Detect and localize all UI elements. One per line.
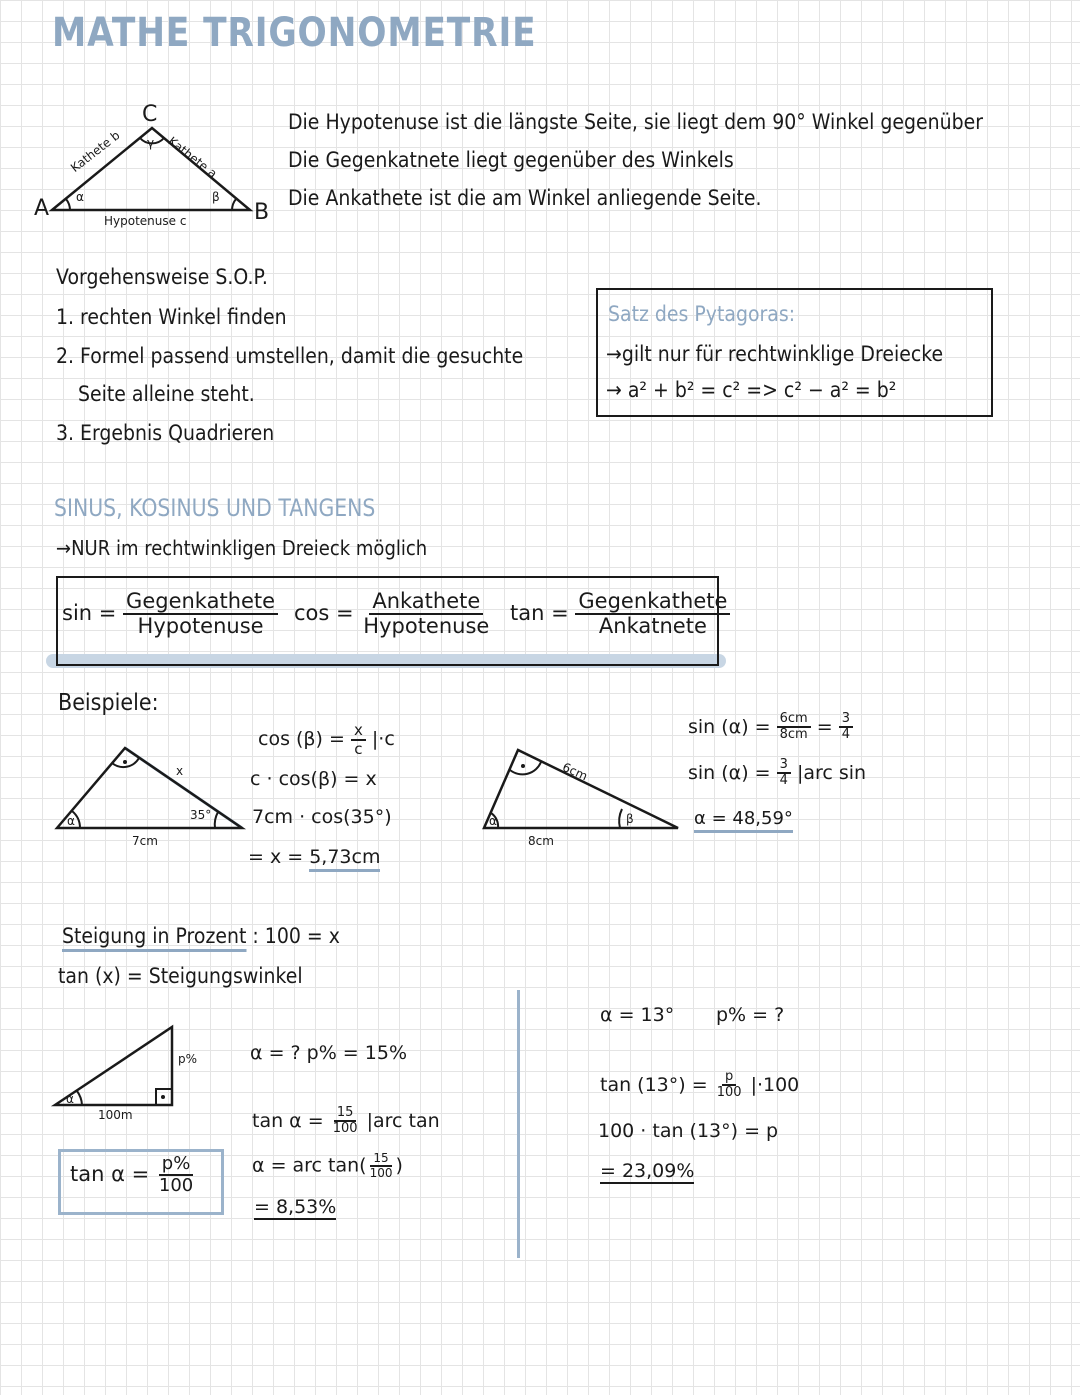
procedure-step-3: 3. Ergebnis Quadrieren	[56, 421, 275, 445]
steigung-right-line-3	[600, 1160, 694, 1182]
cos-label: cos =	[294, 601, 354, 626]
steigung-triangle-p: p%	[178, 1052, 198, 1066]
vertex-c-label: C	[142, 102, 158, 127]
steigung-formula: : 100 = x	[252, 924, 340, 948]
steigung-left-l2-num: 15	[370, 1152, 391, 1167]
steigung-right-l1-den: 100	[716, 1085, 742, 1101]
example-2-result: α = 48,59°	[694, 808, 793, 833]
vertex-b-label: B	[254, 200, 270, 225]
steigung-right-result: = 23,09%	[600, 1160, 695, 1182]
alpha-label: α	[76, 190, 84, 204]
steigung-triangle-base: 100m	[98, 1108, 133, 1122]
example-2-fraction-den: 8cm	[779, 727, 808, 743]
procedure-step-2: 2. Formel passend umstellen, damit die gesuchte	[56, 344, 524, 368]
definition-hypotenuse: Die Hypotenuse ist die längste Seite, sie liegt dem 90° Winkel gegenüber	[288, 110, 984, 134]
procedure-step-1: 1. rechten Winkel finden	[56, 305, 287, 329]
example-1-result: 5,73cm	[309, 846, 380, 872]
steigung-left-result: = 8,53%	[254, 1196, 337, 1218]
sin-numerator: Gegenkathete	[123, 590, 278, 615]
procedure-step-2-cont: Seite alleine steht.	[78, 382, 255, 406]
steigung-right-l1-op: |·100	[750, 1073, 800, 1096]
steigung-right-line-2: 100 · tan (13°) = p	[598, 1120, 779, 1142]
cos-numerator: Ankathete	[369, 590, 483, 615]
example-1-line-1-lhs: cos (β) =	[258, 728, 345, 750]
steigung-left-l2-close: )	[395, 1154, 403, 1177]
example-1-line-4-lhs: = x =	[248, 846, 310, 868]
example-1-fraction-den: c	[354, 739, 363, 758]
example-2-fraction-num: 6cm	[777, 712, 811, 728]
steigung-left-given: α = ? p% = 15%	[250, 1042, 407, 1064]
tan-numerator: Gegenkathete	[575, 590, 730, 615]
page-title: MATHE TRIGONOMETRIE	[52, 10, 537, 56]
steigung-right-given-b: p% = ?	[716, 1004, 785, 1026]
example-2-line-1-eq: =	[816, 715, 833, 738]
procedure-heading: Vorgehensweise S.O.P.	[56, 265, 268, 289]
definition-ankathete: Die Ankathete ist die am Winkel anliegende Seite.	[288, 186, 762, 210]
steigung-formula-lhs: tan α =	[70, 1161, 150, 1186]
example-2-line-1-lhs: sin (α) =	[688, 715, 771, 738]
example-1-alpha: α	[67, 814, 75, 828]
steigung-right-given-a: α = 13°	[600, 1004, 675, 1026]
example-1-line-3: 7cm · cos(35°)	[252, 806, 392, 828]
example-1-fraction-num: x	[351, 722, 366, 741]
steigung-right-l1-num: p	[722, 1070, 736, 1086]
steigung-left-line-3	[254, 1196, 336, 1218]
steigung-left-l1-num: 15	[334, 1106, 357, 1122]
pythagoras-line-1: →gilt nur für rechtwinklige Dreiecke	[606, 342, 944, 366]
steigung-line-2: tan (x) = Steigungswinkel	[58, 964, 303, 988]
steigung-left-l1-lhs: tan α =	[252, 1109, 324, 1132]
definition-gegenkathete: Die Gegenkatnete liegt gegenüber des Winkels	[288, 148, 734, 172]
steigung-left-line-1	[252, 1106, 440, 1137]
example-2-base: 8cm	[528, 834, 554, 848]
steigung-formula-num: p%	[159, 1154, 194, 1176]
steigung-left-l2-den: 100	[369, 1166, 393, 1181]
steigung-formula-den: 100	[158, 1174, 194, 1196]
example-2-line-2-lhs: sin (α) =	[688, 761, 771, 784]
example-2-alpha: α	[489, 814, 497, 828]
steigung-left-l2-lhs: α = arc tan(	[252, 1154, 367, 1177]
example-1-angle: 35°	[190, 808, 212, 822]
steigung-formula	[70, 1154, 196, 1196]
cos-denominator: Hypotenuse	[363, 614, 490, 639]
tan-label: tan =	[510, 601, 569, 626]
beta-label: β	[212, 190, 220, 204]
example-2-beta: β	[626, 812, 634, 826]
example-2-line-2	[688, 758, 866, 789]
sin-cos-tan-heading: SINUS, KOSINUS UND TANGENS	[54, 494, 376, 522]
steigung-left-l1-den: 100	[332, 1121, 358, 1137]
example-2-side: 6cm	[560, 760, 590, 784]
example-1-line-2: c · cos(β) = x	[250, 768, 377, 790]
examples-heading: Beispiele:	[58, 690, 159, 716]
steigung-right-l1-lhs: tan (13°) =	[600, 1073, 708, 1096]
column-divider	[517, 990, 520, 1258]
example-2-line-3	[694, 808, 793, 829]
example-2-line-2-num: 3	[777, 758, 791, 774]
example-1-side-x: x	[176, 764, 184, 778]
example-2-line-1	[688, 712, 853, 743]
sin-cos-tan-note: →NUR im rechtwinkligen Dreieck möglich	[56, 536, 428, 560]
example-2-fraction2-den: 4	[841, 727, 851, 743]
steigung-triangle	[0, 0, 220, 1120]
steigung-label: Steigung in Prozent	[62, 924, 246, 952]
example-2-fraction2-num: 3	[839, 712, 853, 728]
hypotenuse-label: Hypotenuse c	[104, 214, 187, 228]
steigung-triangle-alpha: α	[66, 1092, 74, 1106]
kathete-b-label: Kathete b	[68, 128, 123, 176]
example-2-line-2-den: 4	[779, 773, 788, 789]
vertex-a-label: A	[34, 196, 50, 221]
tan-denominator: Ankatnete	[598, 614, 707, 639]
steigung-left-line-2	[252, 1152, 403, 1180]
steigung-right-line-1	[600, 1070, 799, 1101]
example-1-line-1-op: |·c	[371, 728, 395, 750]
example-2-line-2-op: |arc sin	[796, 761, 867, 784]
steigung-left-l1-op: |arc tan	[366, 1109, 440, 1132]
gamma-label: γ	[147, 136, 155, 150]
kathete-a-label: Kathete a	[165, 134, 220, 181]
pythagoras-line-2: → a² + b² = c² => c² − a² = b²	[606, 378, 897, 402]
example-1-base: 7cm	[132, 834, 158, 848]
sin-label: sin =	[62, 601, 117, 626]
pythagoras-heading: Satz des Pytagoras:	[608, 302, 796, 326]
sin-denominator: Hypotenuse	[137, 614, 264, 639]
